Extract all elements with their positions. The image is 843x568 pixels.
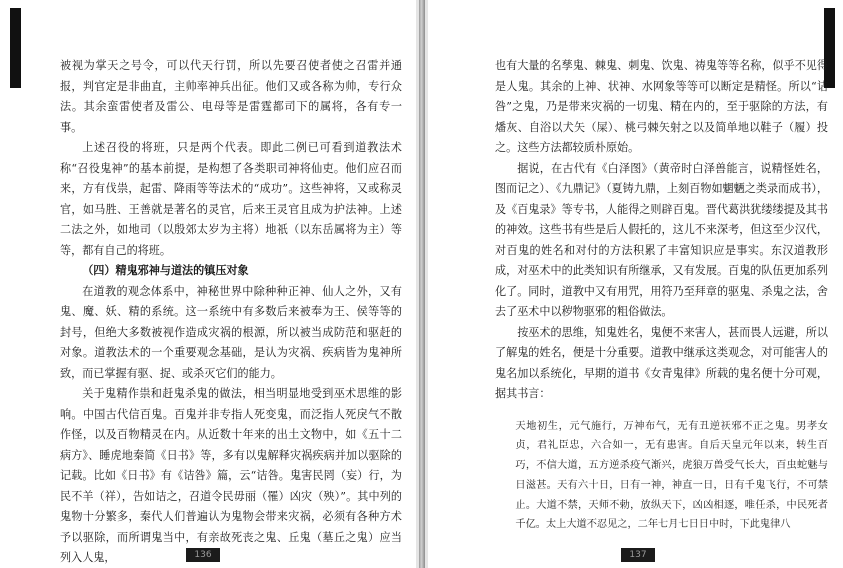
right-page-number: 137 [621, 548, 655, 562]
paragraph: 按巫术的思维，知鬼姓名，鬼便不来害人，甚而畏人远避，所以了解鬼的姓名，便是十分重要。道教中继承这类观念，对可能害人的鬼名加以系统化，早期的道书《女青鬼律》所载的鬼名便十分可观，据其书言： [495, 325, 828, 400]
paragraph: 据说，在古代有《白泽图》（黄帝时白泽兽能言，说精怪姓名，图而记之）、《九鼎记》（夏铸九鼎，上刻百物如魍魉之类录而成书），及《百鬼录》等专书，人能得之则辟百鬼。晋代葛洪犹缕缕提及其书的神效。这些书有些是后人假托的，这儿不来深考，但这至少汉代，对百鬼的姓名和对付的方法积累了丰富知识应是事实。东汉道教形成，对巫术中的此类知识有所继承，又有发展。百鬼的队伍更加系列化了。同时，道教中又有用咒，用符乃至拜章的驱鬼、杀鬼之法，舍去了巫术中以秽物驱邪的粗俗做法。 [495, 161, 828, 318]
paragraph: 上述召役的将班，只是两个代表。即此二例已可看到道教法术称“召役鬼神”的基本前提，是构想了各类职司神将仙吏。他们应召而来，方有伐祟，起雷、降雨等等法术的“成功”。这些神将，又或称灵官，如马胜、王善就是著名的灵官，后来王灵官且成为护法神。上述二法之外，如地司（以殷郊太岁为主将）地祇（以东岳属将为主）等等，都有自己的将班。 [60, 141, 402, 257]
paragraph-continued: 也有大量的名孳鬼、棘鬼、刺鬼、饮鬼、祷鬼等等名称，似乎不见得是人鬼。其余的上神、状神、水网象等等可以断定是精怪。所以“诘咎”之鬼，乃是带来灾祸的一切鬼、精在内的，至于驱除的方法，有燔灰、自浴以犬矢（屎）、桃弓棘矢射之以及简单地以鞋子（履）投之。这些方法都较质朴原始。 [495, 59, 828, 154]
scripture-quote: 天地初生，元气施行，万神布气，无有丑逆祆邪不正之鬼。男孝女贞，君礼臣忠，六合如一，无有患害。自后天皇元年以来，转生百巧，不信大道，五方逆杀疫气渐兴，虎狼万兽受气长大，百虫蛇魅与日滋甚。天有六十日，日有一神，神直一日，日有千鬼飞行，不可禁止。大道不禁，天师不勅，放纵天下，凶凶相逐，唯任杀，中民死者千亿。太上大道不忍见之，二年七月七日日中时，下此鬼律八 [515, 420, 828, 531]
left-page-number: 136 [186, 548, 220, 562]
left-margin-tab [10, 8, 21, 88]
right-page-text [495, 56, 828, 535]
paragraph: 关于鬼精作祟和赶鬼杀鬼的做法，相当明显地受到巫术思维的影响。中国古代信百鬼。百鬼并非专指人死变鬼，而泛指人死戾气不散作怪，以及百物精灵在内。从近数十年来的出土文物中，如《五十二病方》、睡虎地秦简《日书》等，多有以鬼解释灾祸疾病并加以驱除的记载。比如《日书》有《诘咎》篇，云“诘咎。鬼害民罔（妄）行，为民不羊（祥），告如诘之，召道令民毋丽（罹）凶灾（殃）”。其中列的鬼物十分繁多，秦代人们普遍认为鬼物会带来灾祸，必须有各种方术予以驱除，而所谓鬼当中，有亲故死丧之鬼、丘鬼（墓丘之鬼）应当列入人鬼， [60, 387, 402, 564]
left-margin-bleed [10, 96, 20, 236]
paragraph-continued: 被视为掌天之号令，可以代天行罚，所以先要召使者使之召雷并通报，判官定是非曲直，主帅率神兵出征。他们又或各称为帅，专行众法。其余蛮雷使者及雷公、电母等是雷霆都司下的属将，各有专一事。 [60, 59, 402, 134]
right-page-paragraphs [495, 56, 828, 405]
right-page [425, 0, 843, 568]
left-page-text [60, 56, 402, 568]
left-page [0, 0, 419, 568]
section-heading: （四）精鬼邪神与道法的镇压对象 [82, 264, 249, 277]
paragraph: 在道教的观念体系中，神秘世界中除种种正神、仙人之外，又有鬼、魔、妖、精的系统。这一系统中有多数后来被奉为王、侯等等的封号，但绝大多数被视作造成灾祸的根源，所以被当成防范和驱赶的对象。道教法术的一个重要观念基础，是认为灾祸、疾病皆为鬼神所致，而已掌握有驱、捉、或杀灭它们的能力。 [60, 284, 402, 380]
